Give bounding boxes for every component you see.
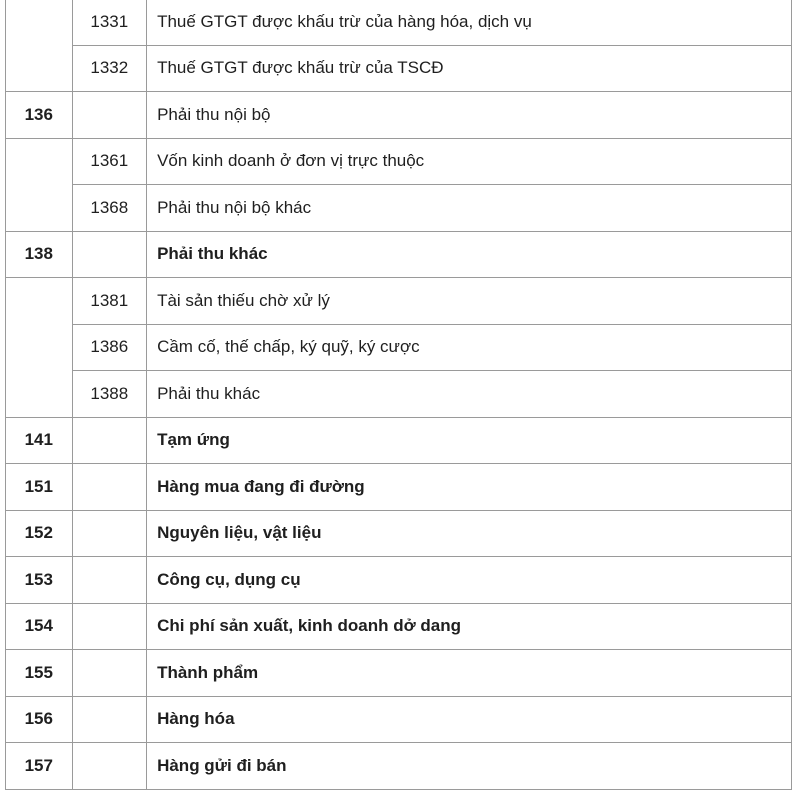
- table-row: [6, 510, 792, 557]
- level2-code-cell: 1386: [72, 324, 147, 371]
- account-name-cell: Hàng mua đang đi đường: [147, 464, 792, 511]
- account-name-cell: Chi phí sản xuất, kinh doanh dở dang: [147, 603, 792, 650]
- account-name-cell: Phải thu khác: [147, 231, 792, 278]
- account-name-cell: Tạm ứng: [147, 417, 792, 464]
- level1-code-cell: 136: [6, 92, 73, 139]
- level1-code-cell: [6, 138, 73, 231]
- level1-code-cell: 152: [6, 510, 73, 557]
- level2-code-cell: 1331: [72, 0, 147, 45]
- level2-code-cell: [72, 92, 147, 139]
- table-row: [6, 696, 792, 743]
- table-row: [6, 650, 792, 697]
- table-row: [6, 324, 792, 371]
- level2-code-cell: [72, 743, 147, 790]
- account-name-cell: Hàng hóa: [147, 696, 792, 743]
- level2-code-cell: [72, 510, 147, 557]
- account-name-cell: Phải thu khác: [147, 371, 792, 418]
- level2-code-cell: [72, 650, 147, 697]
- level2-code-cell: [72, 557, 147, 604]
- level2-code-cell: [72, 417, 147, 464]
- level2-code-cell: 1332: [72, 45, 147, 92]
- account-name-cell: Phải thu nội bộ khác: [147, 185, 792, 232]
- level2-code-cell: 1381: [72, 278, 147, 325]
- account-name-cell: Thuế GTGT được khấu trừ của TSCĐ: [147, 45, 792, 92]
- account-name-cell: Cầm cố, thế chấp, ký quỹ, ký cược: [147, 324, 792, 371]
- level1-code-cell: 151: [6, 464, 73, 511]
- table-row: [6, 45, 792, 92]
- level1-code-cell: 155: [6, 650, 73, 697]
- level2-code-cell: 1368: [72, 185, 147, 232]
- level2-code-cell: [72, 231, 147, 278]
- level2-code-cell: 1388: [72, 371, 147, 418]
- level2-code-cell: [72, 464, 147, 511]
- account-name-cell: Tài sản thiếu chờ xử lý: [147, 278, 792, 325]
- table-row: [6, 278, 792, 325]
- level2-code-cell: [72, 696, 147, 743]
- accounts-table: [5, 0, 792, 790]
- account-name-cell: Thành phẩm: [147, 650, 792, 697]
- table-row: [6, 743, 792, 790]
- account-name-cell: Phải thu nội bộ: [147, 92, 792, 139]
- level1-code-cell: 138: [6, 231, 73, 278]
- level1-code-cell: [6, 278, 73, 418]
- level1-code-cell: 153: [6, 557, 73, 604]
- table-row: [6, 371, 792, 418]
- table-row: [6, 138, 792, 185]
- level1-code-cell: 156: [6, 696, 73, 743]
- table-row: [6, 464, 792, 511]
- table-row: [6, 417, 792, 464]
- level2-code-cell: [72, 603, 147, 650]
- account-name-cell: Thuế GTGT được khấu trừ của hàng hóa, dịch vụ: [147, 0, 792, 45]
- level1-code-cell: [6, 0, 73, 92]
- table-row: [6, 92, 792, 139]
- account-name-cell: Vốn kinh doanh ở đơn vị trực thuộc: [147, 138, 792, 185]
- account-name-cell: Nguyên liệu, vật liệu: [147, 510, 792, 557]
- table-row: [6, 603, 792, 650]
- level1-code-cell: 141: [6, 417, 73, 464]
- account-name-cell: Công cụ, dụng cụ: [147, 557, 792, 604]
- table-row: [6, 0, 792, 45]
- table-row: [6, 557, 792, 604]
- level2-code-cell: 1361: [72, 138, 147, 185]
- table-row: [6, 231, 792, 278]
- table-row: [6, 185, 792, 232]
- level1-code-cell: 154: [6, 603, 73, 650]
- account-name-cell: Hàng gửi đi bán: [147, 743, 792, 790]
- level1-code-cell: 157: [6, 743, 73, 790]
